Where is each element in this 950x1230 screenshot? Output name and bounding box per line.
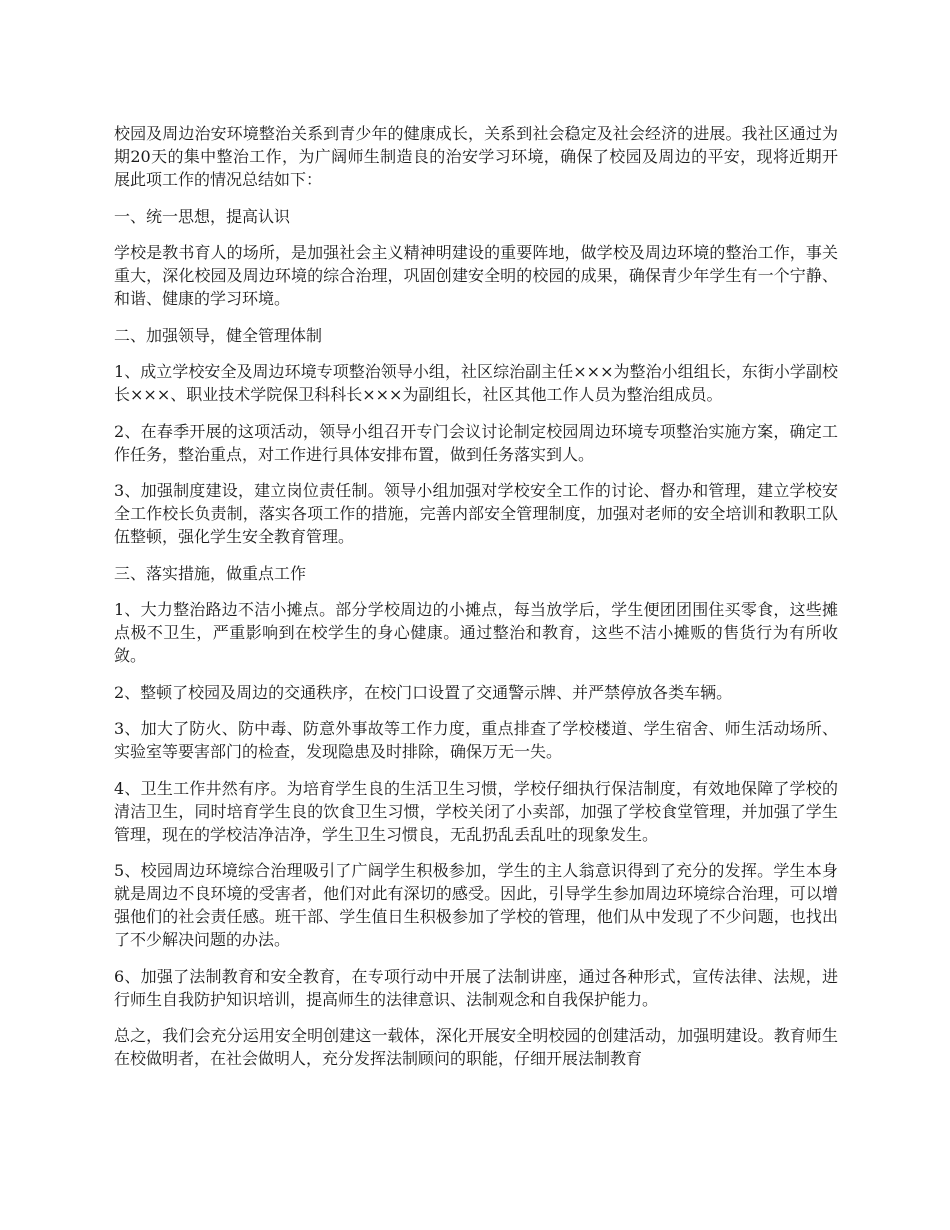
section-3-item-6: 6、加强了法制教育和安全教育，在专项行动中开展了法制讲座，通过各种形式，宣传法律、法规，进行师生自我防护知识培训，提高师生的法律意识、法制观念和自我保护能力。 [114,966,838,1009]
section-3-item-4: 4、卫生工作井然有序。为培育学生良的生活卫生习惯，学校仔细执行保洁制度，有效地保障了学校的清洁卫生，同时培育学生良的饮食卫生习惯，学校关闭了小卖部，加强了学校食堂管理，并加强了学生管理，现在的学校洁净洁净，学生卫生习惯良，无乱扔乱丢乱吐的现象发生。 [114,778,838,844]
document-page [114,122,838,1084]
section-2-item-3: 3、加强制度建设，建立岗位责任制。领导小组加强对学校安全工作的讨论、督办和管理，建立学校安全工作校长负责制，落实各项工作的措施，完善内部安全管理制度，加强对老师的安全培训和教职工队伍整顿，强化学生安全教育管理。 [114,481,838,546]
intro-paragraph: 校园及周边治安环境整治关系到青少年的健康成长，关系到社会稳定及社会经济的进展。我社区通过为期20天的集中整治工作，为广阔师生制造良的治安学习环境，确保了校园及周边的平安，现将近期开展此项工作的情况总结如下： [114,124,838,189]
section-2-item-1: 1、成立学校安全及周边环境专项整治领导小组，社区综治副主任×××为整治小组组长，东街小学副校长×××、职业技术学院保卫科科长×××为副组长，社区其他工作人员为整治组成员。 [114,362,838,404]
section-heading-3: 三、落实措施，做重点工作 [114,563,307,583]
section-3-item-5: 5、校园周边环境综合治理吸引了广阔学生积极参加，学生的主人翁意识得到了充分的发挥。学生本身就是周边不良环境的受害者，他们对此有深切的感受。因此，引导学生参加周边环境综合治理，可以增强他们的社会责任感。班干部、学生值日生积极参加了学校的管理，他们从中发现了不少问题，也找出了不少解决问题的办法。 [114,861,838,949]
section-2-item-2: 2、在春季开展的这项活动，领导小组召开专门会议讨论制定校园周边环境专项整治实施方案，确定工作任务，整治重点，对工作进行具体安排布置，做到任务落实到人。 [114,421,838,464]
section-1-paragraph: 学校是教书育人的场所，是加强社会主义精神明建设的重要阵地，做学校及周边环境的整治工作，事关重大，深化校园及周边环境的综合治理，巩固创建安全明的校园的成果，确保青少年学生有一个宁静、和谐、健康的学习环境。 [114,243,838,308]
section-3-item-1: 1、大力整治路边不洁小摊点。部分学校周边的小摊点，每当放学后，学生便团团围住买零食，这些摊点极不卫生，严重影响到在校学生的身心健康。通过整治和教育，这些不洁小摊贩的售货行为有所收敛。 [114,600,838,665]
section-heading-1: 一、统一思想，提高认识 [114,206,291,226]
section-3-item-2: 2、整顿了校园及周边的交通秩序，在校门口设置了交通警示牌、并严禁停放各类车辆。 [114,682,733,702]
section-heading-2: 二、加强领导，健全管理体制 [114,325,323,345]
conclusion-paragraph: 总之，我们会充分运用安全明创建这一载体，深化开展安全明校园的创建活动，加强明建设。教育师生在校做明者，在社会做明人，充分发挥法制顾问的职能，仔细开展法制教育 [114,1026,838,1068]
section-3-item-3: 3、加大了防火、防中毒、防意外事故等工作力度，重点排查了学校楼道、学生宿舍、师生活动场所、实验室等要害部门的检查，发现隐患及时排除，确保万无一失。 [114,719,838,761]
